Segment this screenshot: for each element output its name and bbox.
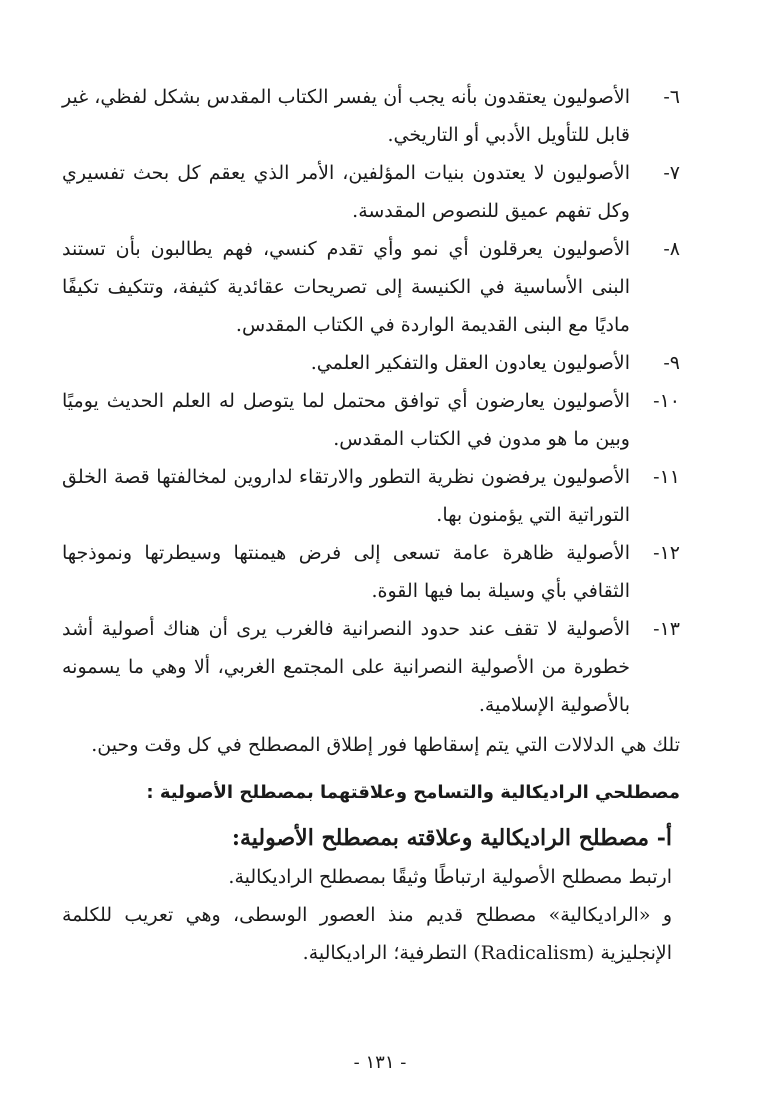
- list-item-number: ٧-: [663, 162, 680, 184]
- list-item-text: الأصولية لا تقف عند حدود النصرانية فالغرب يرى أن هناك أصولية أشد خطورة من الأصولية النصرانية على المجتمع الغربي، ألا وهي ما يسمونه بالأصولية الإسلامية.: [62, 618, 630, 716]
- list-item-number: ٦-: [663, 86, 680, 108]
- list-item: [62, 458, 680, 534]
- list-item: [62, 610, 680, 724]
- list-item-text: الأصوليون يرفضون نظرية التطور والارتقاء لداروين لمخالفتها قصة الخلق التوراتية التي يؤمنون بها.: [62, 466, 630, 526]
- list-item-number: ٨-: [663, 238, 680, 260]
- section-heading: مصطلحي الراديكالية والتسامح وعلاقتهما بمصطلح الأصولية :: [146, 782, 680, 803]
- list-item-text: الأصوليون يعارضون أي توافق محتمل لما يتوصل له العلم الحديث يوميًا وبين ما هو مدون في الكتاب المقدس.: [62, 390, 630, 450]
- list-item-text: الأصوليون يعرقلون أي نمو وأي تقدم كنسي، فهم يطالبون بأن تستند البنى الأساسية في الكنيسة إلى تصريحات عقائدية كثيفة، وتتكيف تكيفًا ماديًا مع البنى القديمة الواردة في الكتاب المقدس.: [62, 238, 630, 336]
- list-item-text: الأصولية ظاهرة عامة تسعى إلى فرض هيمنتها وسيطرتها ونموذجها الثقافي بأي وسيلة بما فيها القوة.: [62, 542, 630, 602]
- list-item: [62, 382, 680, 458]
- list-item: [62, 534, 680, 610]
- list-item: [62, 230, 680, 344]
- paragraph: ارتبط مصطلح الأصولية ارتباطًا وثيقًا بمصطلح الراديكالية.: [228, 866, 672, 888]
- list-item-text: الأصوليون لا يعتدون بنيات المؤلفين، الأمر الذي يعقم كل بحث تفسيري وكل تفهم عميق للنصوص المقدسة.: [62, 162, 630, 222]
- list-item: [62, 78, 680, 154]
- list-item-text: الأصوليون يعادون العقل والتفكير العلمي.: [310, 352, 630, 374]
- list-item: [62, 154, 680, 230]
- list-item: [62, 344, 680, 382]
- list-item-number: ١٠-: [653, 390, 680, 412]
- list-item-number: ١٣-: [653, 618, 680, 640]
- closing-sentence: تلك هي الدلالات التي يتم إسقاطها فور إطلاق المصطلح في كل وقت وحين.: [91, 734, 680, 756]
- list-item-number: ١١-: [653, 466, 680, 488]
- list-item-text: الأصوليون يعتقدون بأنه يجب أن يفسر الكتاب المقدس بشكل لفظي، غير قابل للتأويل الأدبي أو التاريخي.: [62, 86, 630, 146]
- document-body: [62, 78, 680, 972]
- sub-heading: أ- مصطلح الراديكالية وعلاقته بمصطلح الأصولية:: [231, 825, 672, 851]
- page-number: - ١٣١ -: [353, 1052, 407, 1073]
- list-item-number: ١٢-: [653, 542, 680, 564]
- paragraph: و «الراديكالية» مصطلح قديم منذ العصور الوسطى، وهي تعريب للكلمة الإنجليزية (Radicalism) التطرفية؛ الراديكالية.: [62, 904, 672, 964]
- list-item-number: ٩-: [663, 352, 680, 374]
